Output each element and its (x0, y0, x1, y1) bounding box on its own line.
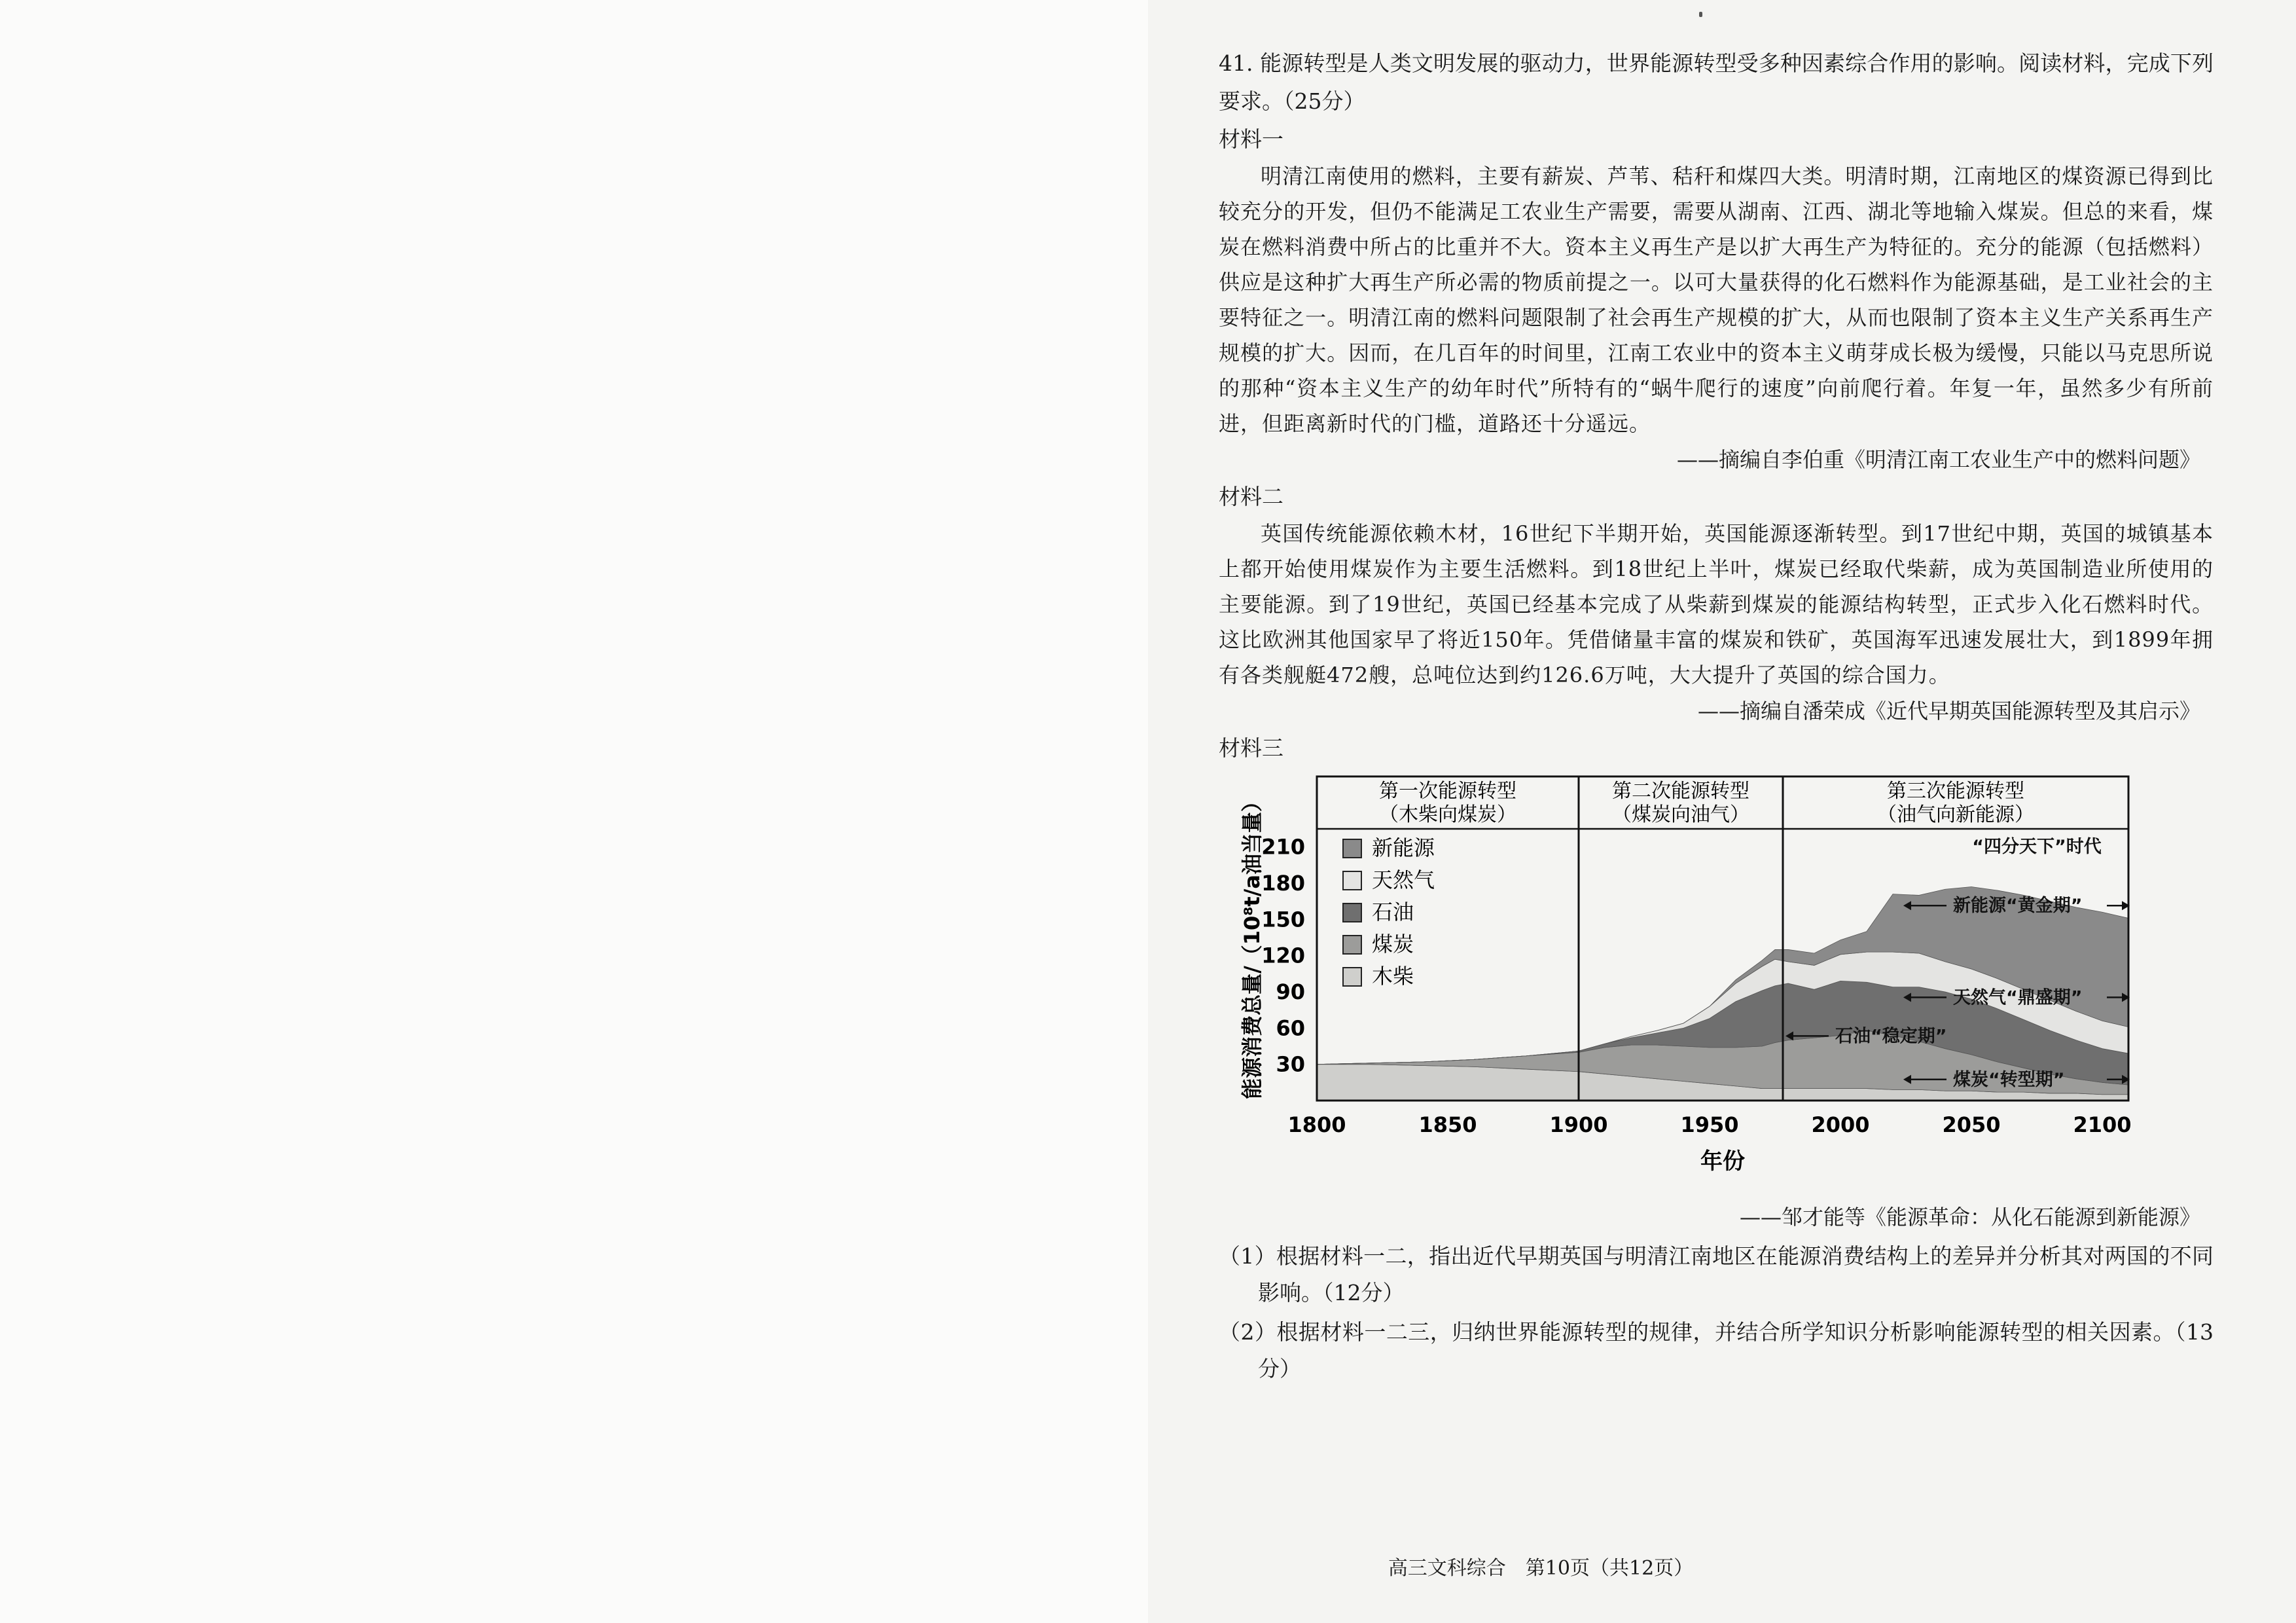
x-tick-label: 1950 (1680, 1112, 1739, 1137)
material1-text: 明清江南使用的燃料，主要有薪炭、芦苇、秸秆和煤四大类。明清时期，江南地区的煤资源已得到比较充分的开发，但仍不能满足工农业生产需要，需要从湖南、江西、湖北等地输入煤炭。但总的来看，煤炭在燃料消费中所占的比重并不大。资本主义再生产是以扩大再生产为特征的。充分的能源（包括燃料）供应是这种扩大再生产所必需的物质前提之一。以可大量获得的化石燃料作为能源基础，是工业社会的主要特征之一。明清江南的燃料问题限制了社会再生产规模的扩大，从而也限制了资本主义生产关系再生产规模的扩大。因而，在几百年的时间里，江南工农业中的资本主义萌芽成长极为缓慢，只能以马克思所说的那种“资本主义生产的幼年时代”所特有的“蜗牛爬行的速度”向前爬行着。年复一年，虽然多少有所前进，但距离新时代的门槛，道路还十分遥远。 (1219, 164, 2214, 436)
material2-text: 英国传统能源依赖木材，16世纪下半期开始，英国能源逐渐转型。到17世纪中期，英国的城镇基本上都开始使用煤炭作为主要生活燃料。到18世纪上半叶，煤炭已经取代柴薪，成为英国制造业所使用的主要能源。到了19世纪，英国已经基本完成了从柴薪到煤炭的能源结构转型，正式步入化石燃料时代。这比欧洲其他国家早了将近150年。凭借储量丰富的煤炭和铁矿，英国海军迅速发展壮大，到1899年拥有各类舰艇472艘，总吨位达到约126.6万吨，大大提升了英国的综合国力。 (1219, 521, 2214, 687)
legend-label: 天然气 (1372, 867, 1435, 892)
y-tick-label: 120 (1261, 943, 1305, 968)
legend-swatch-煤炭 (1343, 936, 1361, 954)
energy-chart-svg (1219, 770, 2214, 1199)
sub-question-1: （1）根据材料一二，指出近代早期英国与明清江南地区在能源消费结构上的差异并分析其对两国的不同影响。（12分） (1219, 1243, 2214, 1305)
period-title: 第一次能源转型 (1379, 780, 1516, 803)
y-axis-label: 能源消费总量/（10⁸t/a油当量） (1240, 791, 1265, 1099)
material2-label: 材料二 (1219, 484, 1283, 509)
x-tick-label: 2100 (2073, 1112, 2132, 1137)
material3-source: ——邹才能等《能源革命：从化石能源到新能源》 (1739, 1205, 2200, 1230)
legend-swatch-石油 (1343, 903, 1361, 922)
legend-swatch-天然气 (1343, 871, 1361, 890)
x-tick-label: 2050 (1942, 1112, 2001, 1137)
sub-question-2: （2）根据材料一二三，归纳世界能源转型的规律，并结合所学知识分析影响能源转型的相关因素。（13分） (1219, 1319, 2214, 1381)
y-tick-label: 210 (1261, 834, 1305, 860)
energy-chart (1219, 770, 2214, 1199)
legend-swatch-木柴 (1343, 968, 1361, 986)
x-tick-label: 1850 (1418, 1112, 1477, 1137)
page-footer: 高三文科综合 第10页（共12页） (1388, 1557, 1694, 1580)
x-tick-label: 2000 (1811, 1112, 1870, 1137)
material2-source: ——摘编自潘荣成《近代早期英国能源转型及其启示》 (1697, 699, 2200, 723)
material3-label: 材料三 (1219, 735, 1283, 761)
legend-swatch-新能源 (1343, 839, 1361, 858)
period-subtitle: （煤炭向油气） (1612, 803, 1749, 826)
period-subtitle: （木柴向煤炭） (1379, 803, 1516, 826)
annotation-label: 石油“稳定期” (1835, 1026, 1947, 1047)
material1-label: 材料一 (1219, 126, 1283, 152)
x-axis-label: 年份 (1700, 1148, 1745, 1175)
y-tick-label: 60 (1276, 1015, 1305, 1041)
y-tick-label: 180 (1261, 871, 1305, 896)
x-tick-label: 1900 (1549, 1112, 1608, 1137)
legend-label: 新能源 (1372, 835, 1435, 860)
y-tick-label: 90 (1276, 979, 1305, 1004)
annotation-label: 新能源“黄金期” (1953, 896, 2083, 917)
scan-speck (1699, 12, 1702, 17)
annotation-label: “四分天下”时代 (1972, 837, 2102, 858)
y-tick-label: 150 (1261, 907, 1305, 932)
period-title: 第二次能源转型 (1612, 780, 1749, 803)
period-title: 第三次能源转型 (1887, 780, 2024, 803)
question-header: 41. 能源转型是人类文明发展的驱动力，世界能源转型受多种因素综合作用的影响。阅读材料，完成下列要求。（25分） (1219, 50, 2214, 114)
annotation-label: 煤炭“转型期” (1953, 1069, 2065, 1090)
x-tick-label: 1800 (1287, 1112, 1346, 1137)
legend-label: 石油 (1372, 900, 1414, 924)
legend-label: 煤炭 (1372, 932, 1414, 957)
annotation-label: 天然气“鼎盛期” (1953, 987, 2083, 1008)
question-column (1219, 45, 2214, 1387)
legend-label: 木柴 (1372, 964, 1414, 989)
material1-source: ——摘编自李伯重《明清江南工农业生产中的燃料问题》 (1676, 447, 2200, 472)
period-subtitle: （油气向新能源） (1877, 803, 2034, 826)
y-tick-label: 30 (1276, 1051, 1305, 1077)
